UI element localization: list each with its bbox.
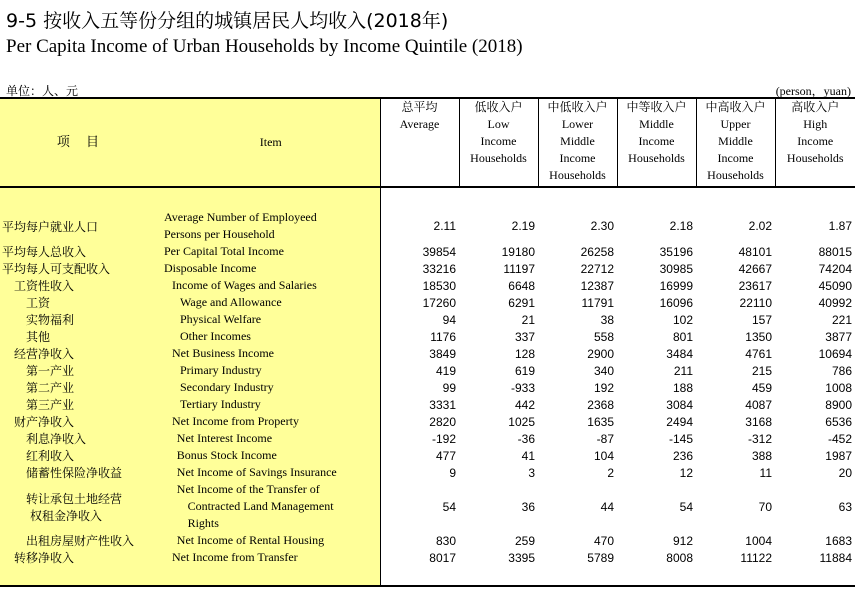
value-cell: 9 — [449, 465, 456, 480]
column-header-cn: 中低收入户 — [547, 100, 608, 114]
value-cell: 259 — [514, 533, 535, 548]
value-cell: 70 — [758, 499, 772, 514]
row-label-en — [162, 549, 380, 566]
value-cell: 211 — [673, 363, 693, 378]
value-cell: 2.30 — [590, 219, 614, 233]
row-label-en — [162, 447, 380, 464]
column-header-en: Income — [559, 151, 596, 165]
table-row — [0, 345, 855, 362]
value-cell: 1350 — [745, 329, 772, 344]
row-label-cn — [0, 311, 162, 328]
column-header-5 — [775, 98, 855, 187]
row-label-en — [162, 294, 380, 311]
row-label-en — [162, 277, 380, 294]
row-label-en-line: Wage and Allowance — [180, 295, 282, 309]
row-label-cn — [0, 345, 162, 362]
row-label-en-line: Disposable Income — [164, 261, 257, 275]
row-label-cn-line: 第二产业 — [26, 381, 75, 395]
value-cell: 2.18 — [669, 219, 693, 233]
value-cell: 11197 — [503, 261, 535, 276]
row-label-en — [162, 362, 380, 379]
row-label-en-line: Average Number of Employeed — [164, 210, 317, 224]
table-title-cn: 9-5 按收入五等份分组的城镇居民人均收入(2018年) — [6, 10, 449, 32]
value-cell: 42667 — [738, 261, 772, 276]
table-row — [0, 413, 855, 430]
column-header-en: Lower — [561, 117, 594, 131]
value-cell: 128 — [514, 346, 535, 361]
value-cell: 10694 — [818, 346, 852, 361]
value-cell: -452 — [827, 431, 852, 446]
spacer-cell — [162, 566, 380, 586]
column-header-en: Middle — [560, 134, 595, 148]
column-header-0 — [380, 98, 459, 187]
row-label-en — [162, 209, 380, 243]
spacer-cell — [380, 187, 459, 209]
row-label-cn-line: 出租房屋财产性收入 — [26, 534, 135, 548]
value-cell: 22110 — [739, 295, 772, 310]
spacer-cell — [617, 566, 696, 586]
value-cell: 388 — [751, 448, 772, 463]
value-cell: 74204 — [818, 261, 852, 276]
row-label-en-line: Net Business Income — [172, 346, 274, 360]
row-label-en — [162, 260, 380, 277]
row-label-en-line: Net Income from Property — [172, 414, 299, 428]
column-header-en: Income — [638, 134, 675, 148]
spacer-cell — [538, 566, 617, 586]
spacer-cell — [775, 187, 855, 209]
row-label-en-line: Primary Industry — [180, 363, 262, 377]
value-cell: 19180 — [501, 244, 535, 259]
value-cell: 477 — [435, 448, 456, 463]
spacer-cell — [0, 566, 162, 586]
value-cell: 2.11 — [433, 219, 456, 233]
value-cell: 30985 — [659, 261, 693, 276]
row-label-cn — [0, 243, 162, 260]
row-label-cn-line: 其他 — [26, 330, 51, 344]
table-row — [0, 294, 855, 311]
column-header-en: Middle — [639, 117, 674, 131]
value-cell: 17260 — [422, 295, 456, 310]
header-item-en: Item — [162, 98, 380, 187]
column-header-en: Middle — [718, 134, 753, 148]
value-cell: -192 — [431, 431, 456, 446]
row-label-en-line: Per Capital Total Income — [164, 244, 284, 258]
row-label-en-line: Tertiary Industry — [180, 397, 261, 411]
spacer-row — [0, 566, 855, 586]
column-header-en: Income — [797, 134, 834, 148]
row-label-cn-line: 工资 — [26, 296, 51, 310]
value-cell: 221 — [831, 312, 852, 327]
row-label-cn — [0, 396, 162, 413]
value-cell: 3849 — [429, 346, 456, 361]
value-cell: 157 — [751, 312, 772, 327]
spacer-cell — [617, 187, 696, 209]
value-cell: 63 — [838, 499, 852, 514]
column-header-en: Average — [399, 117, 440, 131]
table-body — [0, 187, 855, 586]
value-cell: 337 — [514, 329, 535, 344]
value-cell: 2.19 — [511, 219, 535, 233]
value-cell: 3877 — [825, 329, 852, 344]
column-header-en: Households — [470, 151, 527, 165]
value-cell: 104 — [593, 448, 614, 463]
table-row — [0, 396, 855, 413]
row-label-en — [162, 345, 380, 362]
value-cell: 192 — [593, 380, 614, 395]
row-label-cn-line: 利息净收入 — [26, 432, 87, 446]
value-cell: 1008 — [825, 380, 852, 395]
value-cell: 22712 — [580, 261, 614, 276]
spacer-cell — [696, 187, 775, 209]
value-cell: 38 — [600, 312, 614, 327]
value-cell: 340 — [593, 363, 614, 378]
value-cell: 41 — [521, 448, 535, 463]
row-label-en-line: Net Income from Transfer — [172, 550, 298, 564]
spacer-cell — [459, 187, 538, 209]
column-header-en: Income — [717, 151, 754, 165]
value-cell: 3484 — [666, 346, 693, 361]
row-label-cn — [0, 447, 162, 464]
value-cell: 215 — [751, 363, 772, 378]
row-label-cn-line: 红利收入 — [26, 449, 75, 463]
row-label-en-line: Net Income of Savings Insurance — [176, 465, 337, 479]
value-cell: 5789 — [587, 550, 614, 565]
row-label-cn — [0, 532, 162, 549]
row-label-en-line: Income of Wages and Salaries — [172, 278, 317, 292]
row-label-cn-line: 平均每户就业人口 — [2, 219, 99, 234]
column-header-3 — [617, 98, 696, 187]
value-cell: 2820 — [429, 414, 456, 429]
row-label-en-line: Secondary Industry — [180, 380, 274, 394]
row-label-cn-line: 实物福利 — [26, 313, 75, 327]
table-row — [0, 311, 855, 328]
value-cell: -36 — [517, 431, 535, 446]
column-header-cn: 总平均 — [401, 100, 438, 114]
row-label-cn — [0, 481, 162, 532]
spacer-cell — [380, 566, 459, 586]
value-cell: 3084 — [666, 397, 693, 412]
value-cell: 4087 — [745, 397, 772, 412]
value-cell: 23617 — [738, 278, 772, 293]
value-cell: 459 — [751, 380, 772, 395]
spacer-cell — [538, 187, 617, 209]
value-cell: 786 — [831, 363, 852, 378]
value-cell: 3395 — [508, 550, 535, 565]
value-cell: 419 — [435, 363, 456, 378]
row-label-en — [162, 379, 380, 396]
value-cell: 2368 — [587, 397, 614, 412]
value-cell: 3 — [528, 465, 535, 480]
table-row — [0, 277, 855, 294]
value-cell: 16999 — [659, 278, 693, 293]
row-label-cn-line: 平均每人可支配收入 — [2, 262, 111, 276]
table-title-en: Per Capita Income of Urban Households by Income Quintile (2018) — [6, 36, 523, 57]
value-cell: 1.87 — [828, 219, 852, 233]
value-cell: 35196 — [659, 244, 693, 259]
value-cell: 236 — [672, 448, 693, 463]
row-label-en — [162, 243, 380, 260]
value-cell: 3331 — [429, 397, 456, 412]
row-label-cn-line: 工资性收入 — [14, 279, 75, 293]
unit-label-cn: 单位：人、元 — [6, 84, 79, 98]
row-label-en-line: Bonus Stock Income — [176, 448, 277, 462]
row-label-cn — [0, 464, 162, 481]
row-label-cn-line: 第一产业 — [26, 364, 75, 378]
row-label-cn-line: 财产净收入 — [14, 415, 75, 429]
row-label-cn — [0, 209, 162, 243]
row-label-en — [162, 396, 380, 413]
column-header-en: Income — [480, 134, 517, 148]
row-label-en — [162, 311, 380, 328]
table-row — [0, 260, 855, 277]
value-cell: 12387 — [580, 278, 614, 293]
value-cell: 470 — [593, 533, 614, 548]
value-cell: 2 — [607, 465, 614, 480]
value-cell: 1176 — [430, 329, 456, 344]
value-cell: 8008 — [666, 550, 693, 565]
row-label-en — [162, 413, 380, 430]
value-cell: 45090 — [818, 278, 852, 293]
value-cell: 801 — [672, 329, 693, 344]
spacer-cell — [459, 566, 538, 586]
row-label-cn — [0, 362, 162, 379]
row-label-cn-line: 储蓄性保险净收益 — [26, 466, 123, 480]
column-header-cn: 中高收入户 — [705, 100, 766, 114]
value-cell: 1987 — [825, 448, 852, 463]
value-cell: 11884 — [819, 550, 852, 565]
row-label-cn — [0, 430, 162, 447]
column-header-1 — [459, 98, 538, 187]
value-cell: 11 — [759, 465, 772, 480]
value-cell: 33216 — [422, 261, 456, 276]
row-label-en-line: Net Income of Rental Housing — [176, 533, 325, 547]
row-label-cn-line: 转移净收入 — [14, 551, 75, 565]
value-cell: 21 — [521, 312, 535, 327]
header-row — [0, 98, 855, 187]
column-header-en: Upper — [720, 117, 751, 131]
value-cell: 20 — [838, 465, 852, 480]
value-cell: 88015 — [818, 244, 852, 259]
value-cell: 102 — [672, 312, 693, 327]
value-cell: 48101 — [738, 244, 772, 259]
value-cell: 94 — [442, 312, 456, 327]
value-cell: 830 — [435, 533, 456, 548]
value-cell: 44 — [600, 499, 614, 514]
value-cell: -933 — [510, 380, 535, 395]
table-row — [0, 532, 855, 549]
value-cell: 1025 — [508, 414, 535, 429]
column-header-cn: 中等收入户 — [626, 100, 687, 114]
value-cell: 11791 — [581, 295, 614, 310]
value-cell: 16096 — [659, 295, 693, 310]
value-cell: 11122 — [740, 550, 772, 565]
value-cell: 12 — [679, 465, 693, 480]
value-cell: 442 — [514, 397, 535, 412]
row-label-cn-line: 第三产业 — [26, 398, 75, 412]
row-label-cn-line: 权租金净收入 — [30, 508, 103, 523]
table-row — [0, 549, 855, 566]
unit-label-en: (person，yuan) — [775, 84, 851, 98]
value-cell: 18530 — [422, 278, 456, 293]
value-cell: 1683 — [825, 533, 852, 548]
value-cell: 2.02 — [748, 219, 772, 233]
spacer-cell — [162, 187, 380, 209]
column-header-4 — [696, 98, 775, 187]
value-cell: 54 — [442, 499, 456, 514]
value-cell: 36 — [521, 499, 535, 514]
value-cell: 6648 — [508, 278, 535, 293]
row-label-en-line: Rights — [187, 516, 219, 530]
value-cell: 1004 — [745, 533, 772, 548]
row-label-cn — [0, 328, 162, 345]
table-row — [0, 430, 855, 447]
value-cell: 2900 — [587, 346, 614, 361]
table-row — [0, 464, 855, 481]
row-label-cn — [0, 413, 162, 430]
table-row — [0, 379, 855, 396]
spacer-cell — [696, 566, 775, 586]
value-cell: 6291 — [508, 295, 535, 310]
column-header-cn: 低收入户 — [474, 100, 523, 114]
value-cell: 8900 — [825, 397, 852, 412]
column-header-en: Households — [707, 168, 764, 182]
row-label-cn — [0, 277, 162, 294]
row-label-cn — [0, 549, 162, 566]
row-label-en-line: Contracted Land Management — [187, 499, 334, 513]
value-cell: -145 — [668, 431, 693, 446]
row-label-en-line: Net Interest Income — [176, 431, 273, 445]
row-label-cn — [0, 260, 162, 277]
column-header-en: Low — [487, 117, 510, 131]
table-row — [0, 362, 855, 379]
value-cell: -87 — [596, 431, 614, 446]
row-label-en — [162, 481, 380, 532]
value-cell: 2494 — [666, 414, 693, 429]
value-cell: 99 — [442, 380, 456, 395]
row-label-cn-line: 转让承包土地经营 — [26, 491, 123, 506]
table-row — [0, 243, 855, 260]
row-label-en — [162, 464, 380, 481]
value-cell: 1635 — [587, 414, 614, 429]
table-row — [0, 481, 855, 532]
row-label-en — [162, 430, 380, 447]
value-cell: 4761 — [745, 346, 772, 361]
value-cell: 6536 — [825, 414, 852, 429]
income-table — [0, 97, 855, 587]
column-header-en: Households — [786, 151, 844, 165]
value-cell: 39854 — [422, 244, 456, 259]
spacer-cell — [0, 187, 162, 209]
value-cell: 40992 — [818, 295, 852, 310]
column-header-en: Households — [628, 151, 685, 165]
row-label-cn-line: 经营净收入 — [14, 347, 75, 361]
row-label-cn — [0, 294, 162, 311]
value-cell: 558 — [593, 329, 614, 344]
spacer-row — [0, 187, 855, 209]
column-header-cn: 高收入户 — [791, 100, 840, 114]
value-cell: 619 — [514, 363, 535, 378]
spacer-cell — [775, 566, 855, 586]
value-cell: 8017 — [429, 550, 456, 565]
table-row — [0, 447, 855, 464]
row-label-en — [162, 532, 380, 549]
table-row — [0, 328, 855, 345]
row-label-cn-line: 平均每人总收入 — [2, 245, 87, 259]
column-header-en: Households — [549, 168, 606, 182]
value-cell: -312 — [747, 431, 772, 446]
row-label-en-line: Persons per Household — [164, 227, 275, 241]
header-item-cn: 项 目 — [0, 98, 162, 187]
column-header-en: High — [803, 117, 828, 131]
value-cell: 912 — [672, 533, 693, 548]
row-label-en — [162, 328, 380, 345]
row-label-en-line: Other Incomes — [180, 329, 251, 343]
value-cell: 3168 — [745, 414, 772, 429]
row-label-en-line: Physical Welfare — [180, 312, 262, 326]
value-cell: 26258 — [580, 244, 614, 259]
row-label-en-line: Net Income of the Transfer of — [176, 482, 320, 496]
row-label-cn — [0, 379, 162, 396]
value-cell: 188 — [672, 380, 693, 395]
value-cell: 54 — [679, 499, 693, 514]
table-row — [0, 209, 855, 243]
column-header-2 — [538, 98, 617, 187]
